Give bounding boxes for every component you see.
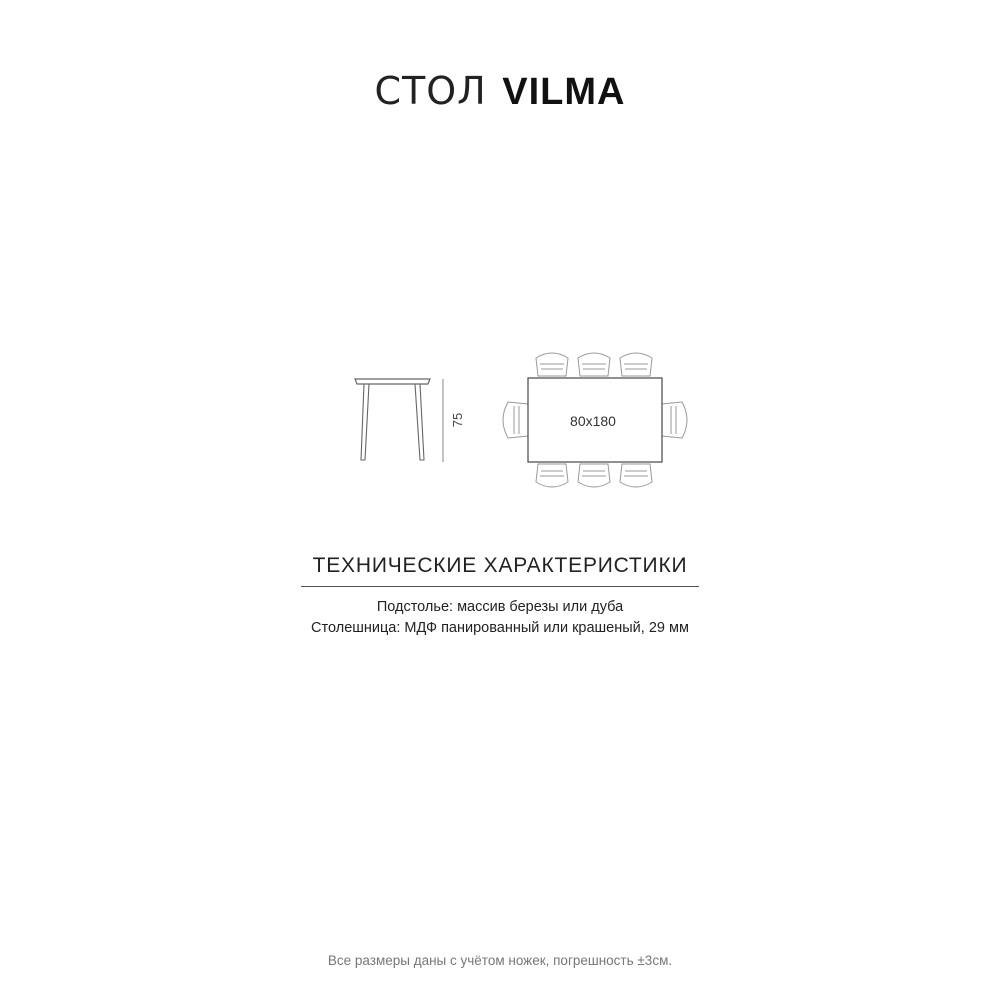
title-light: СТОЛ (374, 69, 487, 113)
side-leg-right (415, 384, 424, 460)
chair-top-2 (578, 353, 610, 376)
specs-divider (301, 586, 699, 587)
specs-list (0, 597, 1000, 639)
page-title (0, 66, 1000, 117)
chair-right (662, 402, 687, 438)
title-bold: VILMA (502, 71, 626, 113)
side-tabletop (355, 379, 430, 384)
specs-heading: ТЕХНИЧЕСКИЕ ХАРАКТЕРИСТИКИ (312, 554, 688, 577)
side-leg-left (361, 384, 369, 460)
spec-line-base: Подстолье: массив березы или дуба (376, 599, 624, 615)
table-top-view (490, 340, 700, 500)
chair-top-3 (620, 353, 652, 376)
footnote: Все размеры даны с учётом ножек, погрешность ±3см. (327, 953, 673, 968)
chair-bottom-2 (578, 464, 610, 487)
height-dimension-label: 75 (450, 412, 465, 428)
top-dimension-label: 80x180 (570, 413, 616, 429)
spec-line-top: Столешница: МДФ панированный или крашеный, 29 мм (311, 620, 689, 636)
chair-bottom-1 (536, 464, 568, 487)
chair-top-1 (536, 353, 568, 376)
chair-bottom-3 (620, 464, 652, 487)
chair-left (503, 402, 528, 438)
table-side-view (350, 370, 470, 470)
